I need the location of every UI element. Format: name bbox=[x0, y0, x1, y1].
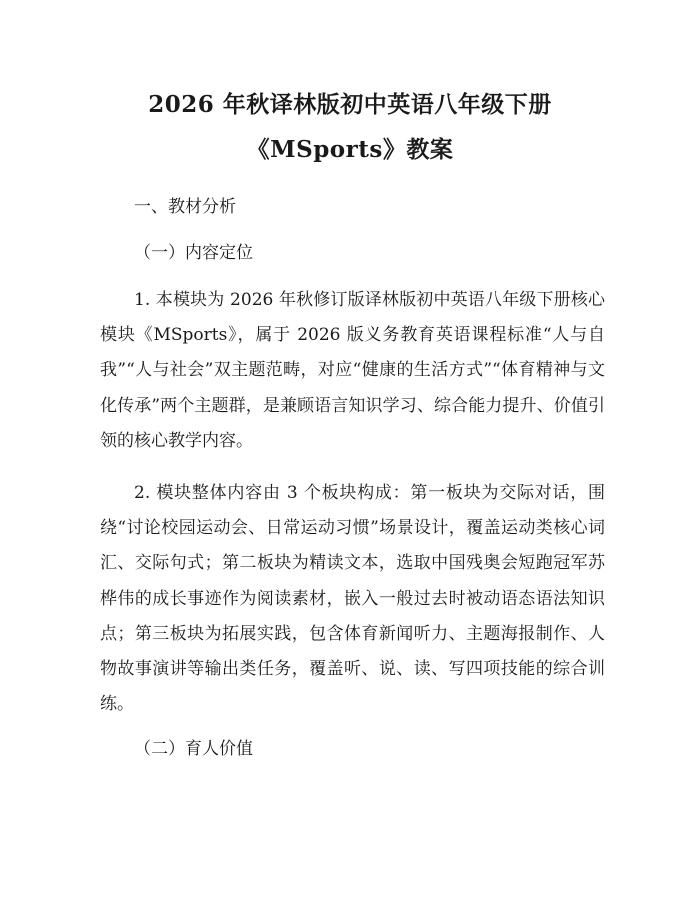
paragraph-module-structure: 2. 模块整体内容由 3 个板块构成：第一板块为交际对话，围绕“讨论校园运动会、日常运动习惯”场景设计，覆盖运动类核心词汇、交际句式；第二板块为精读文本，选取中国残奥会短跑冠军苏桦伟的成长事迹作为阅读素材，嵌入一般过去时被动语态语法知识点；第三板块为拓展实践，包含体育新闻听力、主题海报制作、人物故事演讲等输出类任务，覆盖听、说、读、写四项技能的综合训练。 bbox=[100, 483, 605, 715]
document-title-line-1: 2026 年秋译林版初中英语八年级下册 bbox=[148, 91, 552, 118]
document-title-line-2: 《MSports》教案 bbox=[246, 136, 454, 163]
section-heading-teaching-material-analysis: 一、教材分析 bbox=[134, 197, 236, 217]
subsection-heading-educational-value: （二）育人价值 bbox=[134, 739, 253, 759]
paragraph-module-positioning: 1. 本模块为 2026 年秋修订版译林版初中英语八年级下册核心模块《MSports》，属于 2026 版义务教育英语课程标准“人与自我”“人与社会”双主题范畴，对应“健康的生活方式”“体育精神与文化传承”两个主题群，是兼顾语言知识学习、综合能力提升、价值引领的核心教学内容。 bbox=[100, 290, 605, 451]
subsection-heading-content-positioning: （一）内容定位 bbox=[134, 243, 253, 263]
